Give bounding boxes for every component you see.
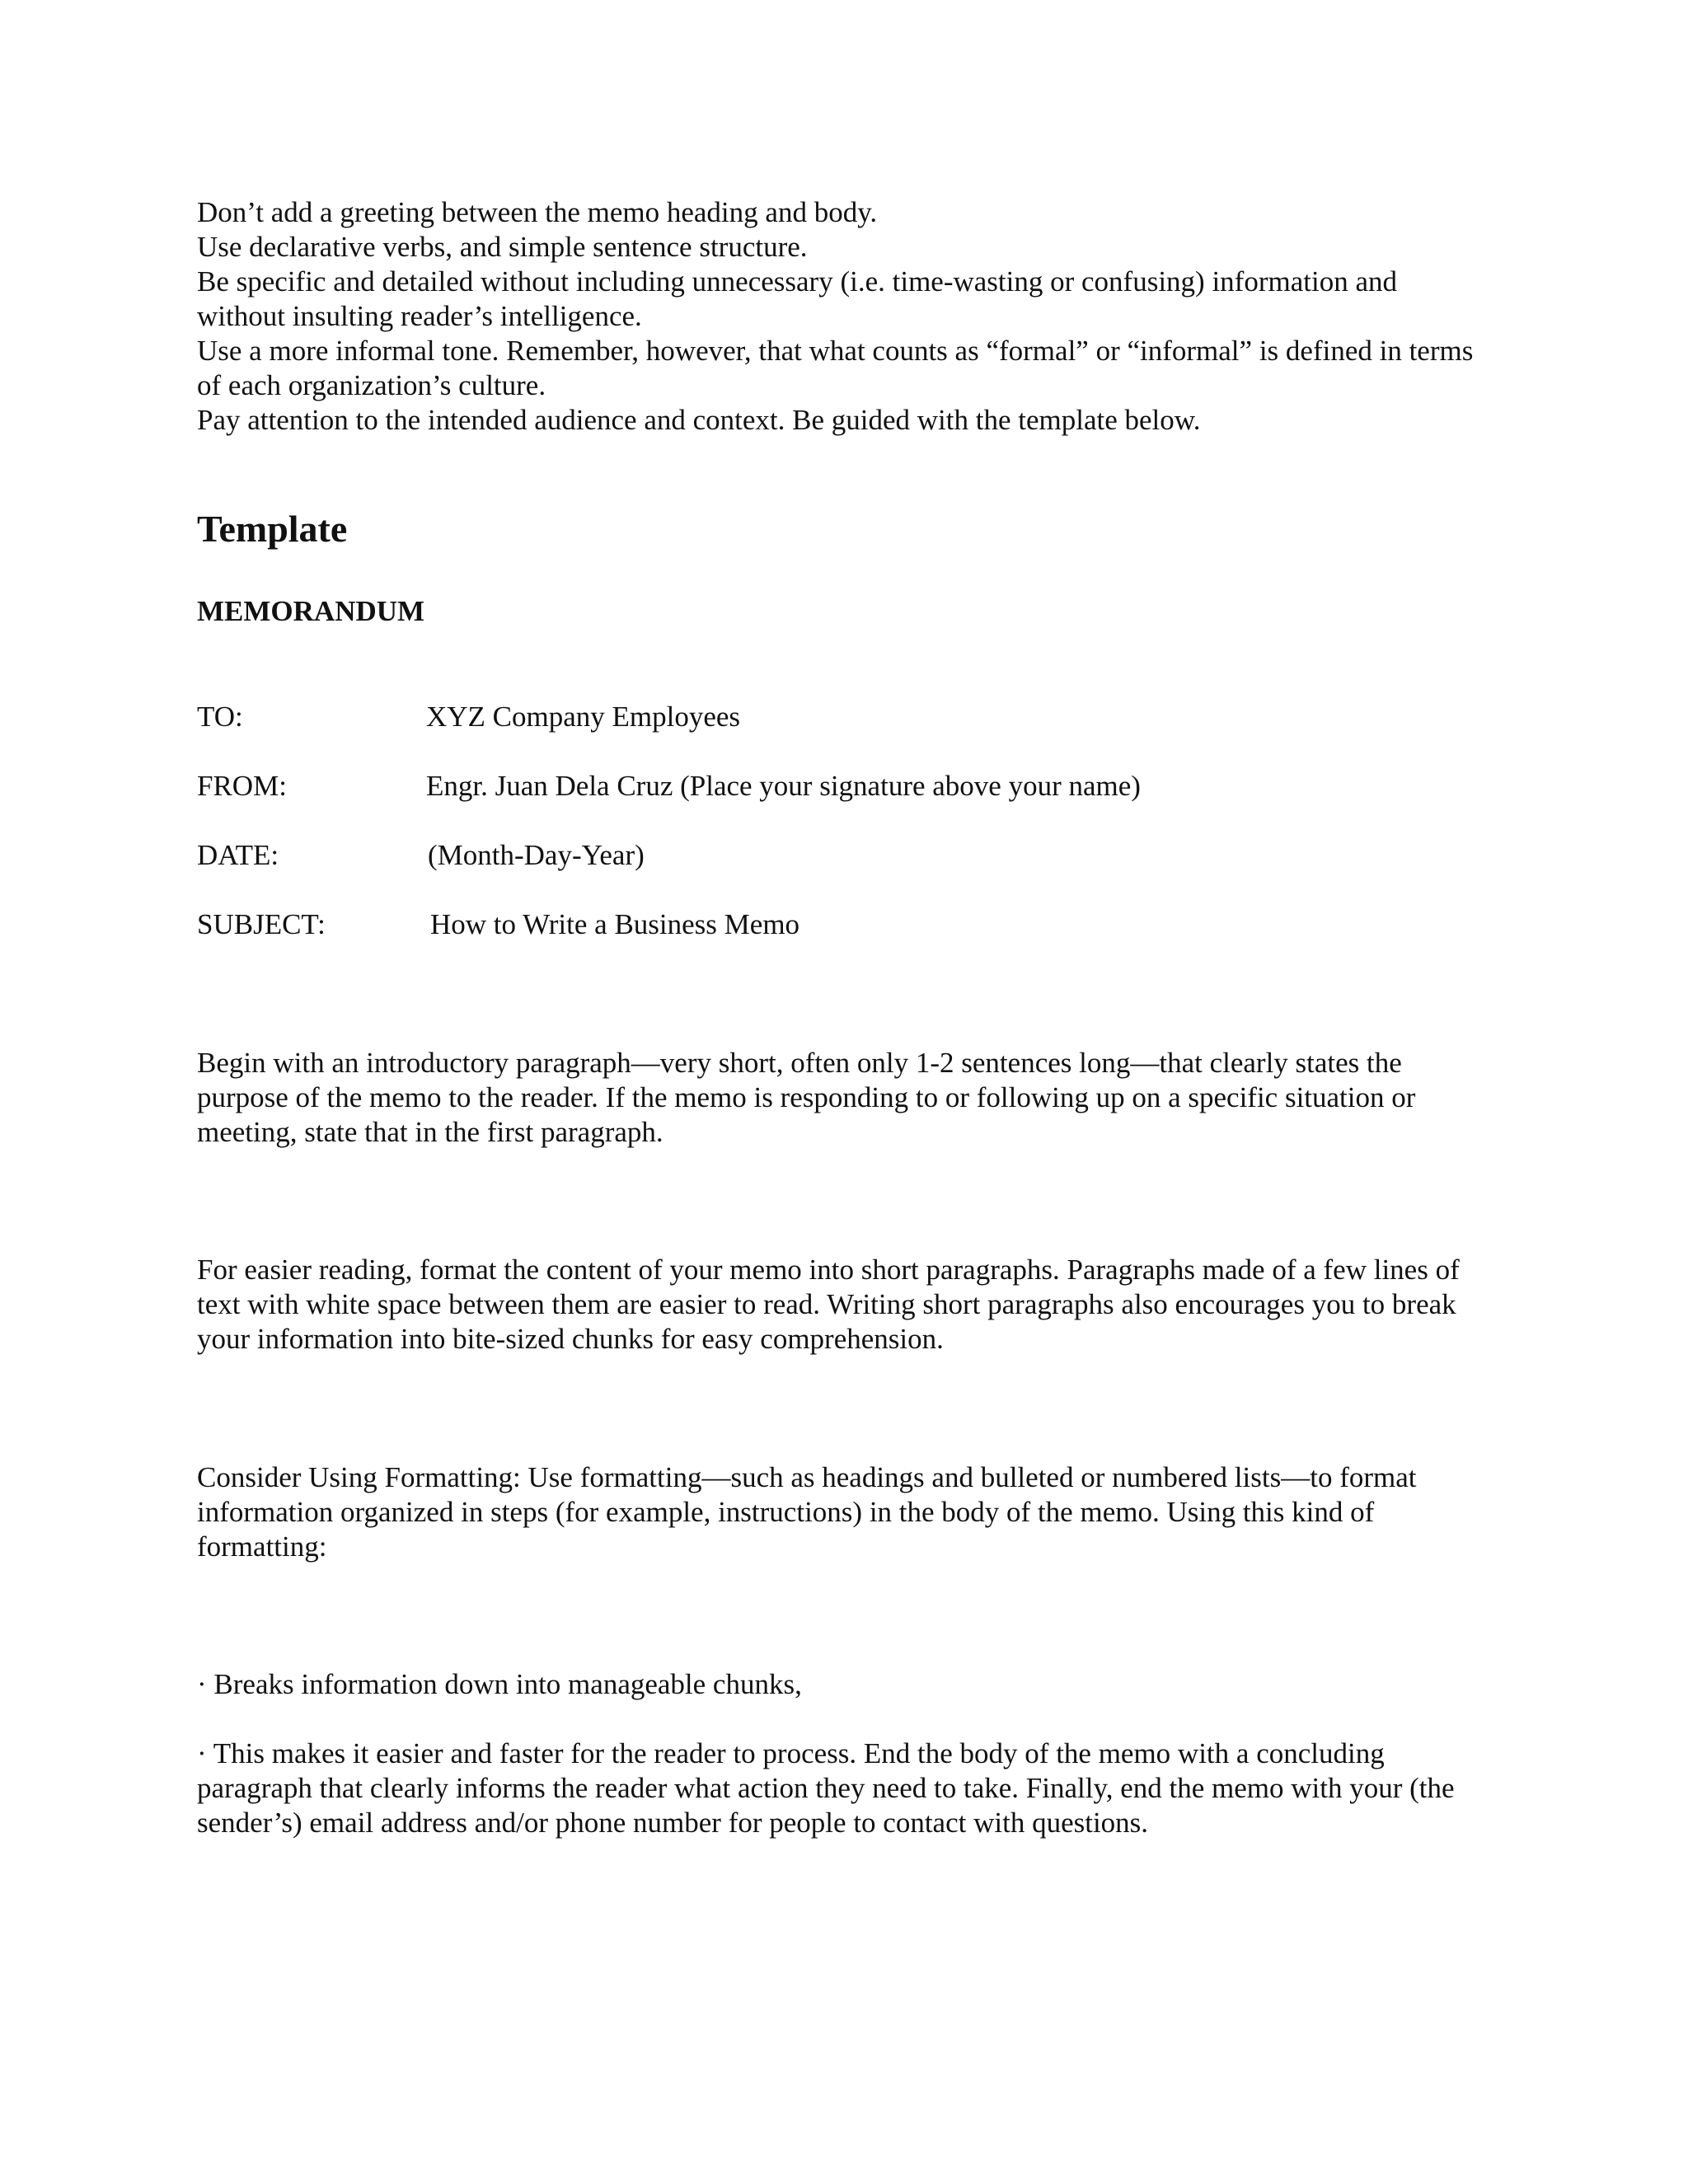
guideline-specific: Be specific and detailed without including unnecessary (i.e. time-wasting or confusing) information and without insulting reader’s intelligence.: [197, 265, 1397, 332]
guideline-declarative: Use declarative verbs, and simple sentence structure.: [197, 231, 808, 263]
subject-label: SUBJECT:: [197, 908, 326, 940]
bullet-item: [197, 1736, 1483, 1840]
guideline-audience: Pay attention to the intended audience and context. Be guided with the template below.: [197, 404, 1201, 436]
memo-title: MEMORANDUM: [197, 595, 425, 627]
intro-paragraph: [197, 1046, 1483, 1150]
template-heading: Template: [197, 508, 348, 550]
bullet-item: [197, 1667, 1483, 1702]
to-value: XYZ Company Employees: [426, 701, 741, 733]
date-value: (Month-Day-Year): [428, 839, 645, 871]
guidelines-list: [197, 195, 1483, 438]
short-paragraphs-text: For easier reading, format the content of your memo into short paragraphs. Paragraphs made of a few lines of text with white space between them are easier to read. Writing short paragraphs also encourages you to break your information into bite-sized chunks for easy comprehension.: [197, 1254, 1460, 1355]
subject-value: How to Write a Business Memo: [430, 908, 800, 940]
date-label: DATE:: [197, 839, 279, 871]
intro-text: Begin with an introductory paragraph—very short, often only 1-2 sentences long—that clearly states the purpose of the memo to the reader. If the memo is responding to or following up on a specific situation or meeting, state that in the first paragraph.: [197, 1047, 1416, 1148]
guideline-tone: Use a more informal tone. Remember, however, that what counts as “formal” or “informal” is defined in terms of each organization’s culture.: [197, 335, 1474, 401]
formatting-paragraph: [197, 1460, 1483, 1564]
bullet-2-text: · This makes it easier and faster for the reader to process. End the body of the memo with a concluding paragraph that clearly informs the reader what action they need to take. Finally, end the memo with your (the sender’s) email address and/or phone number for people to contact with questions.: [197, 1737, 1455, 1839]
short-paragraphs-paragraph: [197, 1253, 1483, 1357]
from-label: FROM:: [197, 770, 287, 802]
from-value: Engr. Juan Dela Cruz (Place your signature above your name): [426, 770, 1141, 802]
bullet-1-text: · Breaks information down into manageable chunks,: [197, 1668, 802, 1700]
to-label: TO:: [197, 701, 243, 733]
guideline-greeting: Don’t add a greeting between the memo heading and body.: [197, 196, 878, 228]
formatting-text: Consider Using Formatting: Use formatting—such as headings and bulleted or numbered lists—to format information organized in steps (for example, instructions) in the body of the memo. Using this kind of formatting:: [197, 1461, 1417, 1563]
